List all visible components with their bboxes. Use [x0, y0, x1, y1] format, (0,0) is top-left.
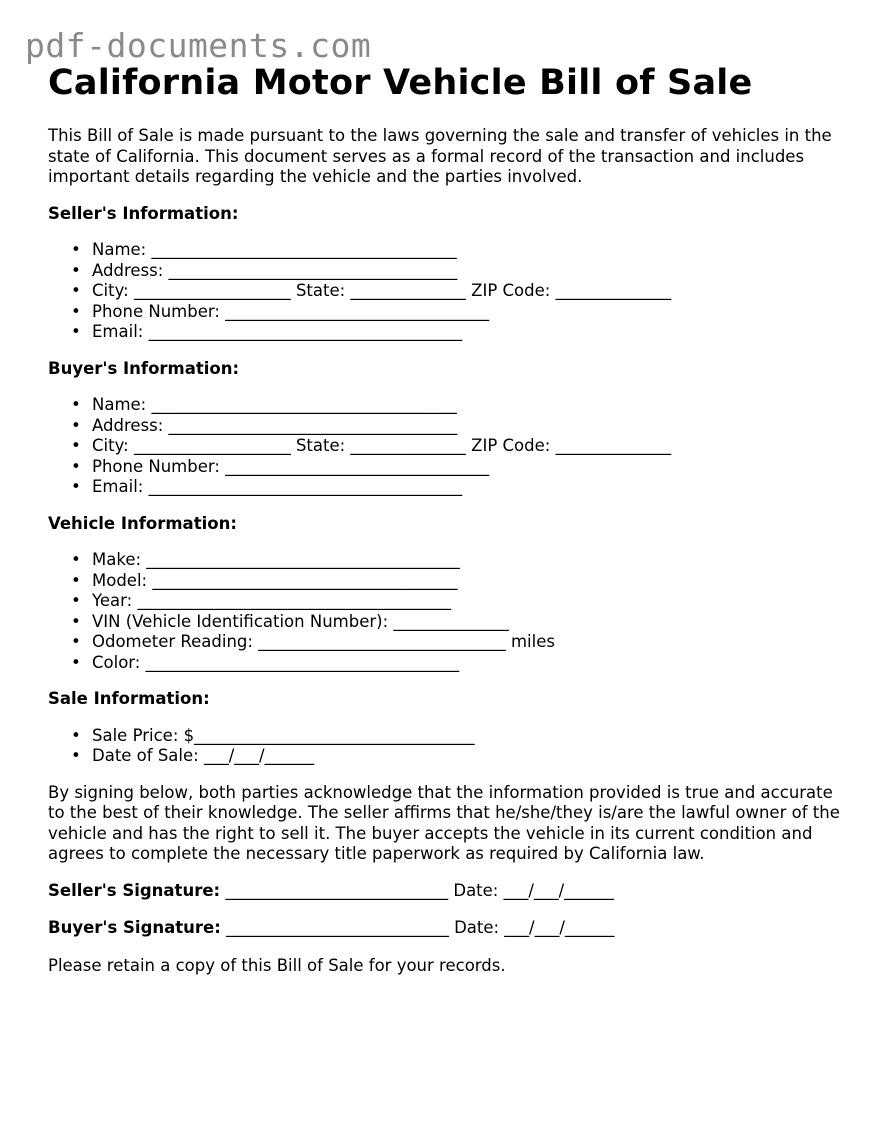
list-item: • Email: ______________________________________: [92, 322, 848, 343]
list-item: • Address: ___________________________________: [92, 416, 848, 437]
list-item: • Name: _____________________________________: [92, 240, 848, 261]
seller-signature-line: [48, 881, 848, 902]
list-item: • Name: _____________________________________: [92, 395, 848, 416]
list-item: • Address: ___________________________________: [92, 261, 848, 282]
sale-info-list: [48, 726, 848, 767]
document-body: [48, 126, 848, 976]
watermark: pdf-documents.com: [25, 26, 372, 65]
footer-note: Please retain a copy of this Bill of Sale for your records.: [48, 955, 506, 975]
vehicle-info-list: [48, 550, 848, 673]
seller-signature-blank: ___________________________ Date: ___/___/______: [220, 880, 614, 900]
list-item: • Phone Number: ________________________________: [92, 457, 848, 478]
seller-info-list: [48, 240, 848, 343]
sale-info-heading: Sale Information:: [48, 689, 210, 708]
buyer-info-heading: Buyer's Information:: [48, 358, 240, 378]
list-item: • Email: ______________________________________: [92, 477, 848, 498]
list-item: • VIN (Vehicle Identification Number): ______________: [92, 612, 848, 633]
list-item: • Odometer Reading: ______________________________ miles: [92, 632, 848, 653]
buyer-signature-blank: ___________________________ Date: ___/___/______: [220, 918, 615, 937]
list-item: • Year: ______________________________________: [92, 591, 848, 612]
list-item: • City: ___________________ State: ______________ ZIP Code: ______________: [92, 281, 848, 302]
buyer-info-list: [48, 395, 848, 498]
vehicle-info-heading: Vehicle Information:: [48, 513, 237, 533]
list-item: • Model: _____________________________________: [92, 571, 848, 592]
list-item: • Sale Price: $__________________________________: [92, 726, 848, 747]
list-item: • Make: ______________________________________: [92, 550, 848, 571]
buyer-signature-line: [48, 918, 848, 939]
seller-info-heading: Seller's Information:: [48, 203, 239, 223]
page-title: California Motor Vehicle Bill of Sale: [48, 63, 753, 103]
list-item: • Color: ______________________________________: [92, 653, 848, 674]
list-item: • City: ___________________ State: ______________ ZIP Code: ______________: [92, 436, 848, 457]
acknowledgment-paragraph: By signing below, both parties acknowledge that the information provided is true and accurate to the best of their knowledge. The seller affirms that he/she/they is/are the lawful owner of the vehicle and has the right to sell it. The buyer accepts the vehicle in its current condition and agrees to complete the necessary title paperwork as required by California law.: [48, 782, 840, 863]
list-item: • Date of Sale: ___/___/______: [92, 746, 848, 767]
seller-signature-label: Seller's Signature:: [48, 880, 221, 900]
buyer-signature-label: Buyer's Signature:: [48, 918, 221, 937]
intro-paragraph: This Bill of Sale is made pursuant to the laws governing the sale and transfer of vehicles in the state of California. This document serves as a formal record of the transaction and includes important details regarding the vehicle and the parties involved.: [48, 126, 832, 186]
list-item: • Phone Number: ________________________________: [92, 302, 848, 323]
